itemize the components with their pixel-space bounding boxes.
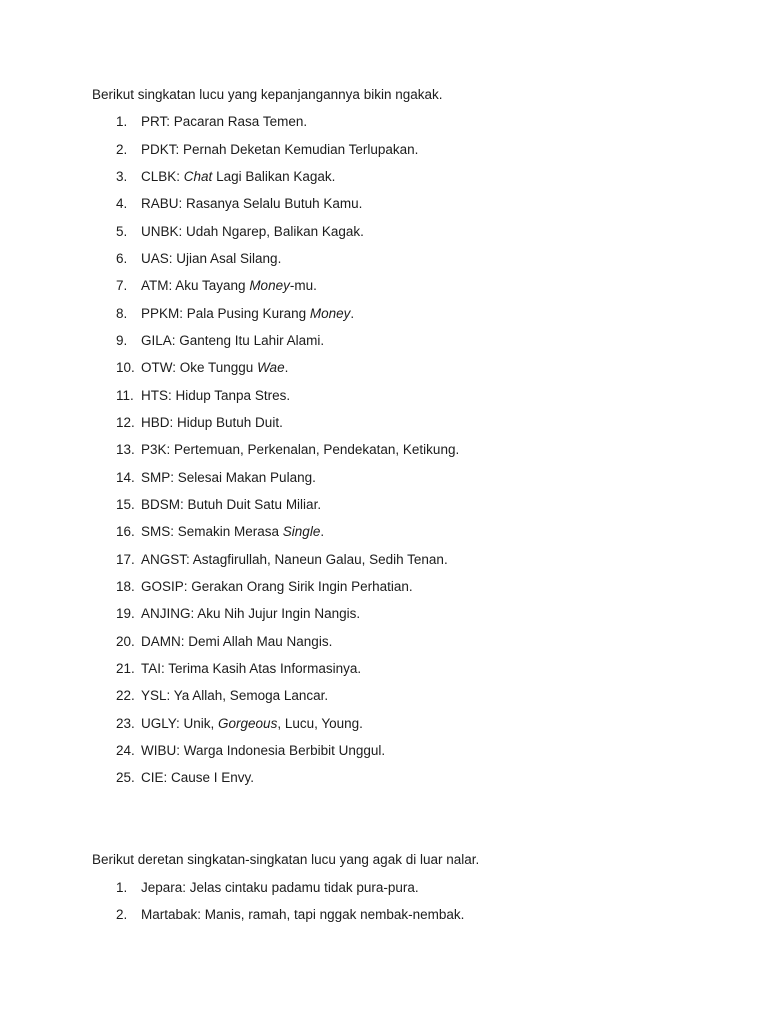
list-item-number: 24. <box>116 742 135 758</box>
text-segment: . <box>284 360 289 376</box>
text-segment: ANJING: Aku Nih Jujur Ingin Nangis. <box>141 606 361 622</box>
text-segment: WIBU: Warga Indonesia Berbibit Unggul. <box>141 742 386 758</box>
list-item-number: 22. <box>116 688 135 704</box>
text-segment: RABU: Rasanya Selalu Butuh Kamu. <box>141 196 363 212</box>
list-item <box>116 737 768 764</box>
list-item <box>116 573 768 600</box>
list-item-text <box>141 524 324 539</box>
list-item <box>116 409 768 436</box>
text-segment: UGLY: Unik, <box>141 715 219 731</box>
list-item <box>116 190 768 217</box>
section2-intro: Berikut deretan singkatan-singkatan lucu yang agak di luar nalar. <box>92 852 480 868</box>
list-item-text <box>141 333 324 348</box>
section1-list <box>0 108 768 791</box>
list-item-text <box>141 142 418 157</box>
list-item <box>116 710 768 737</box>
text-segment: HBD: Hidup Butuh Duit. <box>141 414 283 430</box>
section1-intro: Berikut singkatan lucu yang kepanjangannya bikin ngakak. <box>92 87 443 102</box>
list-item-text <box>141 360 288 375</box>
list-item-text <box>141 114 307 129</box>
list-item <box>116 163 768 190</box>
list-item-text <box>141 688 328 703</box>
text-segment: ANGST: Astagfirullah, Naneun Galau, Sedih Tenan. <box>141 551 448 567</box>
spacer <box>0 819 768 846</box>
text-segment: UAS: Ujian Asal Silang. <box>141 250 282 266</box>
text-segment: ATM: Aku Tayang <box>141 278 250 294</box>
list-item-text <box>141 497 321 512</box>
list-item-number: 12. <box>116 414 135 430</box>
list-item-text <box>141 196 362 211</box>
text-segment: BDSM: Butuh Duit Satu Miliar. <box>141 496 322 512</box>
text-segment: DAMN: Demi Allah Mau Nangis. <box>141 633 333 649</box>
list-item-number: 14. <box>116 469 135 485</box>
list-item-number: 23. <box>116 715 135 731</box>
text-segment: PRT: Pacaran Rasa Temen. <box>141 114 308 130</box>
spacer <box>0 792 768 819</box>
list-item-number: 15. <box>116 496 135 512</box>
text-segment: SMP: Selesai Makan Pulang. <box>141 469 316 485</box>
list-item-number: 5. <box>116 223 128 239</box>
list-item <box>116 491 768 518</box>
list-item-number: 11. <box>116 387 134 403</box>
italic-text-segment: Money <box>249 278 290 294</box>
italic-text-segment: Gorgeous <box>218 715 278 731</box>
list-item <box>116 272 768 299</box>
text-segment: SMS: Semakin Merasa <box>141 524 283 540</box>
list-item-text <box>141 306 354 321</box>
text-segment: HTS: Hidup Tanpa Stres. <box>141 387 291 403</box>
list-item-number: 8. <box>116 305 128 321</box>
list-item <box>116 874 768 901</box>
list-item <box>116 764 768 791</box>
text-segment: PPKM: Pala Pusing Kurang <box>141 305 310 321</box>
list-item-number: 13. <box>116 442 135 458</box>
text-segment: OTW: Oke Tunggu <box>141 360 258 376</box>
italic-text-segment: Money <box>309 305 351 321</box>
list-item-number: 17. <box>116 551 135 567</box>
text-segment: Lagi Balikan Kagak. <box>212 168 336 184</box>
list-item-number: 1. <box>116 879 128 895</box>
italic-text-segment: Wae <box>257 360 285 376</box>
list-item-text <box>141 907 464 922</box>
list-item <box>116 327 768 354</box>
list-item-text <box>141 634 332 649</box>
list-item <box>116 901 768 928</box>
list-item-text <box>141 770 254 785</box>
list-item-number: 16. <box>116 524 135 540</box>
list-item-text <box>141 552 448 567</box>
list-item <box>116 546 768 573</box>
list-item-text <box>141 743 385 758</box>
text-segment: . <box>350 305 355 321</box>
list-item-number: 19. <box>116 606 135 622</box>
list-item-text <box>141 278 317 293</box>
text-segment: PDKT: Pernah Deketan Kemudian Terlupakan. <box>141 141 419 157</box>
italic-text-segment: Chat <box>183 168 213 184</box>
text-segment: YSL: Ya Allah, Semoga Lancar. <box>141 688 329 704</box>
list-item-text <box>141 442 459 457</box>
italic-text-segment: Single <box>282 524 321 540</box>
list-item-text <box>141 579 413 594</box>
list-item-number: 3. <box>116 168 128 184</box>
list-item <box>116 600 768 627</box>
list-item-number: 21. <box>116 660 135 676</box>
list-item <box>116 464 768 491</box>
section2-list <box>0 874 768 929</box>
list-item-text <box>141 880 419 895</box>
list-item-number: 1. <box>116 114 128 130</box>
list-item-text <box>141 606 360 621</box>
list-item <box>116 245 768 272</box>
list-item-number: 18. <box>116 578 135 594</box>
list-item-number: 2. <box>116 906 128 922</box>
list-item-text <box>141 716 363 731</box>
text-segment: Martabak: Manis, ramah, tapi nggak nembak-nembak. <box>141 906 465 922</box>
text-segment: P3K: Pertemuan, Perkenalan, Pendekatan, Ketikung. <box>141 442 460 458</box>
list-item-text <box>141 415 283 430</box>
list-item-number: 10. <box>116 360 135 376</box>
text-segment: , Lucu, Young. <box>277 715 363 731</box>
list-item-text <box>141 224 364 239</box>
list-item <box>116 655 768 682</box>
list-item-text <box>141 661 361 676</box>
list-item-text <box>141 169 335 184</box>
text-segment: GILA: Ganteng Itu Lahir Alami. <box>141 332 325 348</box>
list-item-number: 7. <box>116 278 128 294</box>
list-item <box>116 682 768 709</box>
text-segment: CIE: Cause I Envy. <box>141 770 255 786</box>
text-segment: CLBK: <box>141 168 184 184</box>
text-segment: UNBK: Udah Ngarep, Balikan Kagak. <box>141 223 364 239</box>
list-item-text <box>141 388 290 403</box>
list-item <box>116 108 768 135</box>
text-segment: TAI: Terima Kasih Atas Informasinya. <box>141 660 362 676</box>
list-item <box>116 218 768 245</box>
list-item <box>116 300 768 327</box>
list-item <box>116 436 768 463</box>
list-item <box>116 136 768 163</box>
list-item-number: 2. <box>116 141 128 157</box>
list-item <box>116 518 768 545</box>
text-segment: . <box>320 524 325 540</box>
list-item-text <box>141 470 316 485</box>
list-item-number: 4. <box>116 196 128 212</box>
list-item-number: 9. <box>116 332 128 348</box>
list-item <box>116 382 768 409</box>
text-segment: Jepara: Jelas cintaku padamu tidak pura-pura. <box>141 879 419 895</box>
list-item-number: 6. <box>116 250 128 266</box>
list-item <box>116 628 768 655</box>
list-item-number: 20. <box>116 633 135 649</box>
text-segment: GOSIP: Gerakan Orang Sirik Ingin Perhatian. <box>141 578 413 594</box>
list-item-text <box>141 251 281 266</box>
text-segment: -mu. <box>289 278 317 294</box>
list-item <box>116 354 768 381</box>
list-item-number: 25. <box>116 770 135 786</box>
